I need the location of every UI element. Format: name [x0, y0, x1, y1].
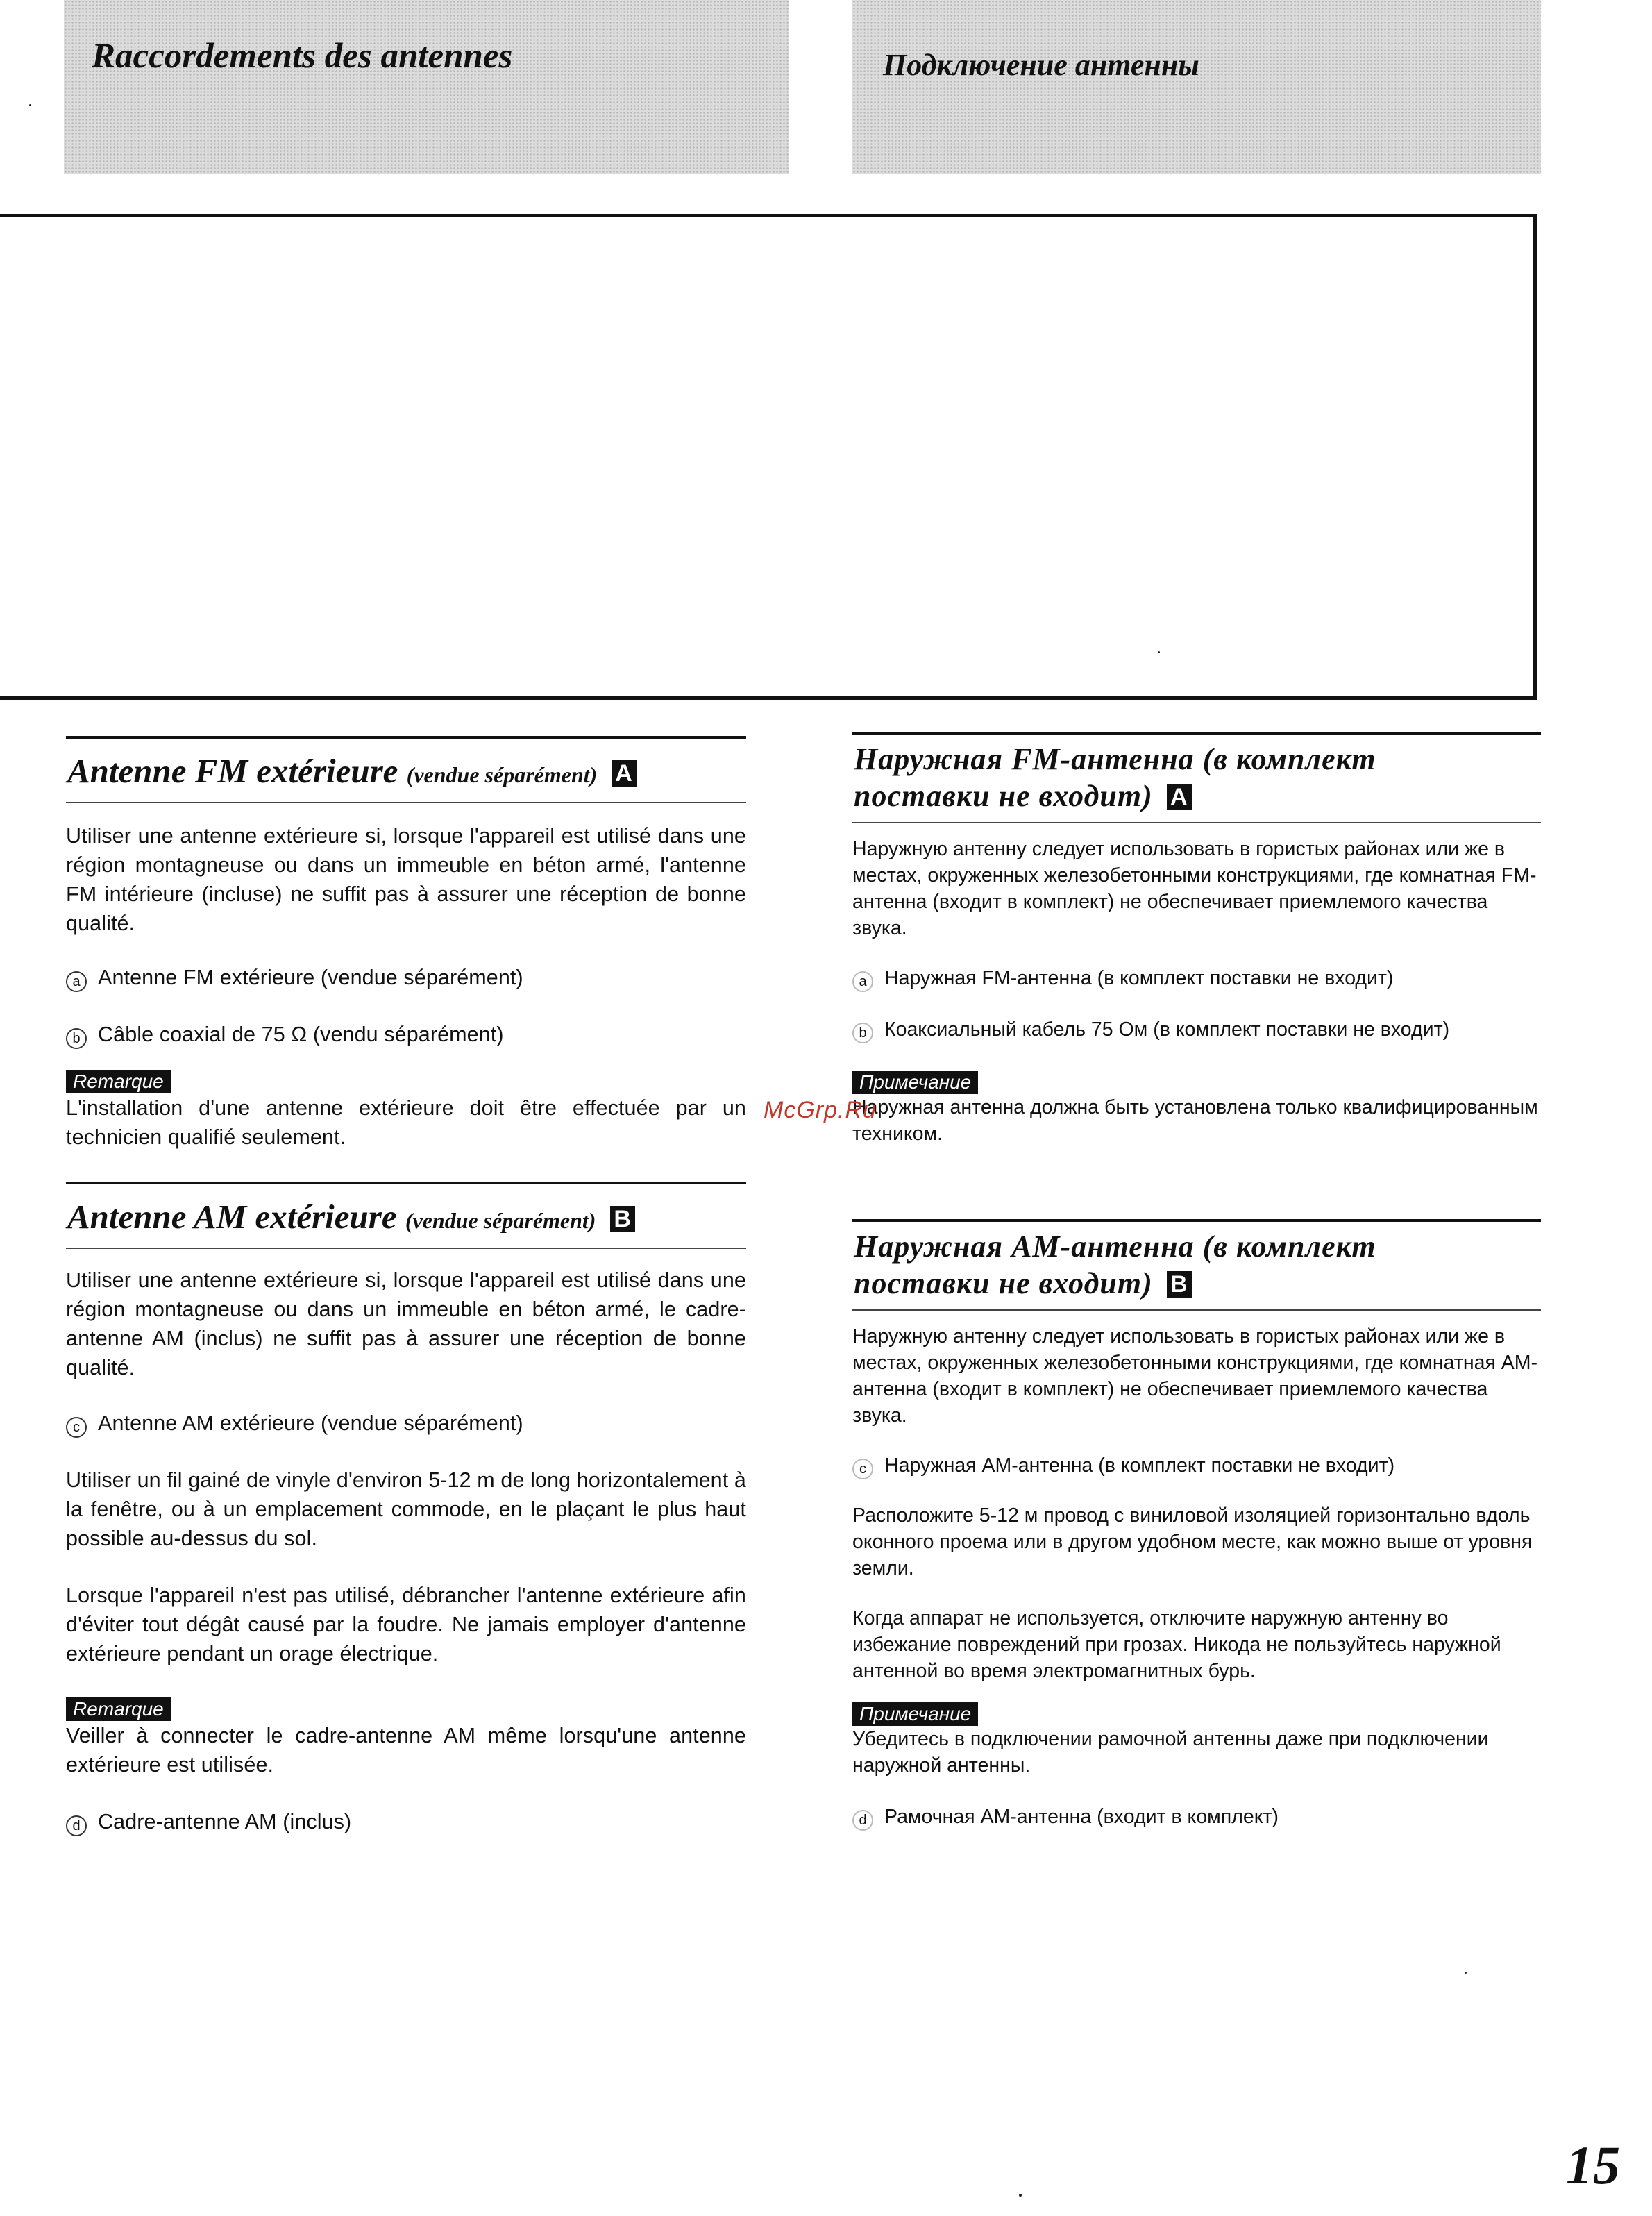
item-text: Antenne FM extérieure (vendue séparément)	[98, 965, 523, 989]
paragraph-am-storm-fr: Lorsque l'appareil n'est pas utilisé, débrancher l'antenne extérieure afin d'éviter tout dégât causé par la foudre. Ne jamais employer d'antenne extérieure pendant un orage électrique.	[66, 1583, 746, 1665]
paragraph-am-wire-ru: Расположите 5-12 м провод с виниловой изоляцией горизонтально вдоль оконного проема или в другом удобном месте, как можно выше от уровня земли.	[852, 1504, 1533, 1579]
section-title-fm-ru	[852, 735, 1541, 822]
section-title-line2: поставки не входит)	[854, 1266, 1153, 1300]
note-text: Veiller à connecter le cadre-antenne AM même lorsqu'une antenne extérieure est utilisée.	[66, 1723, 746, 1777]
section-am-ru	[852, 1219, 1541, 1830]
list-item	[66, 1409, 746, 1438]
section-title-text: Antenne AM extérieure	[67, 1198, 397, 1236]
item-text: Коаксиальный кабель 75 Ом (в комплект поставки не входит)	[884, 1018, 1450, 1041]
section-title-am-ru	[852, 1222, 1541, 1309]
item-text: Рамочная AM-антенна (входит в комплект)	[884, 1805, 1279, 1828]
scan-speck	[1019, 2194, 1022, 2197]
section-fm-ru	[852, 732, 1541, 1147]
scan-speck	[1465, 1972, 1467, 1974]
paragraph-fm-intro-fr: Utiliser une antenne extérieure si, lorsque l'appareil est utilisé dans une région montagneuse ou dans un immeuble en béton armé, l'antenne FM intérieure (incluse) ne suffit pas à assurer une réception de bonne qualité.	[66, 823, 746, 935]
list-item	[66, 1807, 746, 1836]
circled-letter-d-icon: d	[66, 1815, 87, 1836]
item-text: Cadre-antenne AM (inclus)	[98, 1809, 352, 1833]
note-text: Наружная антенна должна быть установлена только квалифицированным техником.	[852, 1096, 1538, 1145]
list-item	[66, 963, 746, 992]
list-item	[852, 1804, 1541, 1830]
section-title-text: Antenne FM extérieure	[67, 752, 398, 790]
header-band-ru	[852, 0, 1541, 174]
section-title-line2: поставки не входит)	[854, 778, 1153, 813]
section-rule-thin	[852, 1309, 1541, 1311]
item-text: Наружная AM-антенна (в комплект поставки не входит)	[884, 1454, 1395, 1477]
note-am-fr	[66, 1697, 746, 1779]
header-band-fr	[64, 0, 789, 174]
circled-letter-b-icon: b	[66, 1028, 87, 1049]
scan-speck	[29, 104, 31, 106]
circled-letter-a-icon: a	[66, 971, 87, 992]
circled-letter-b-icon: b	[852, 1023, 873, 1043]
note-text: Убедитесь в подключении рамочной антенны даже при подключении наружной антенны.	[852, 1727, 1489, 1777]
watermark: McGrp.Ru	[764, 1097, 877, 1123]
circled-letter-c-icon: c	[852, 1459, 873, 1479]
illustration-frame	[0, 214, 1537, 700]
note-text: L'installation d'une antenne extérieure doit être effectuée par un technicien qualifié seulement.	[66, 1096, 746, 1149]
paragraph-am-wire-fr: Utiliser un fil gainé de vinyle d'environ 5-12 m de long horizontalement à la fenêtre, ou à un emplacement commode, en le plaçant le plus haut possible au-dessus du sol.	[66, 1468, 746, 1550]
section-rule-thin	[852, 822, 1541, 823]
section-rule-thin	[66, 1248, 746, 1249]
item-text: Antenne AM extérieure (vendue séparément)	[98, 1411, 523, 1435]
list-item	[66, 1020, 746, 1049]
list-item	[852, 965, 1541, 991]
section-rule-thin	[66, 802, 746, 803]
section-title-am-fr	[66, 1184, 746, 1248]
section-title-line1: Наружная AM-антенна (в комплект	[854, 1229, 1376, 1264]
paragraph-am-intro-fr: Utiliser une antenne extérieure si, lorsque l'appareil est utilisé dans une région montagneuse ou dans un immeuble en béton armé, le cadre-antenne AM (inclus) ne suffit pas à assurer une réception de bonne qualité.	[66, 1268, 746, 1379]
note-label: Remarque	[66, 1697, 171, 1721]
note-label: Примечание	[852, 1071, 978, 1094]
paragraph-am-storm-ru: Когда аппарат не используется, отключите наружную антенну во избежание повреждений при грозах. Никода не пользуйтесь наружной антенной во время электромагнитных бурь.	[852, 1606, 1501, 1682]
section-title-sub: (vendue séparément)	[406, 762, 598, 787]
figure-ref-badge: B	[610, 1206, 635, 1232]
item-text: Наружная FM-антенна (в комплект поставки не входит)	[884, 966, 1394, 989]
circled-letter-d-icon: d	[852, 1810, 873, 1831]
paragraph-am-intro-ru: Наружную антенну следует использовать в гористых районах или же в местах, окруженных железобетонными конструкциями, где комнатная AM-антенна (входит в комплект) не обеспечивает приемлемого качества звука.	[852, 1325, 1538, 1427]
figure-ref-badge: A	[1167, 784, 1192, 810]
figure-ref-badge: A	[612, 760, 637, 787]
list-item	[852, 1016, 1541, 1043]
note-label: Remarque	[66, 1070, 171, 1093]
scan-speck	[1158, 651, 1160, 653]
paragraph-fm-intro-ru: Наружную антенну следует использовать в гористых районах или же в местах, окруженных железобетонными конструкциями, где комнатная FM-антенна (входит в комплект) не обеспечивает приемлемого качества звука.	[852, 837, 1537, 939]
circled-letter-a-icon: a	[852, 971, 873, 992]
item-text: Câble coaxial de 75 Ω (vendu séparément)	[98, 1022, 504, 1046]
section-title-sub: (vendue séparément)	[405, 1208, 596, 1233]
section-am-fr	[66, 1182, 746, 1836]
section-title-line1: Наружная FM-антенна (в комплект	[854, 742, 1376, 776]
note-label: Примечание	[852, 1702, 978, 1726]
section-title-fm-fr	[66, 739, 746, 802]
circled-letter-c-icon: c	[66, 1417, 87, 1438]
page-title-ru: Подключение антенны	[883, 48, 1199, 82]
figure-ref-badge: B	[1167, 1271, 1192, 1298]
page-number: 15	[1566, 2135, 1620, 2195]
note-am-ru	[852, 1702, 1541, 1779]
note-fm-ru	[852, 1071, 1541, 1147]
list-item	[852, 1452, 1541, 1479]
page-title-fr: Raccordements des antennes	[92, 37, 513, 76]
note-fm-fr	[66, 1070, 746, 1152]
section-fm-fr	[66, 736, 746, 1152]
